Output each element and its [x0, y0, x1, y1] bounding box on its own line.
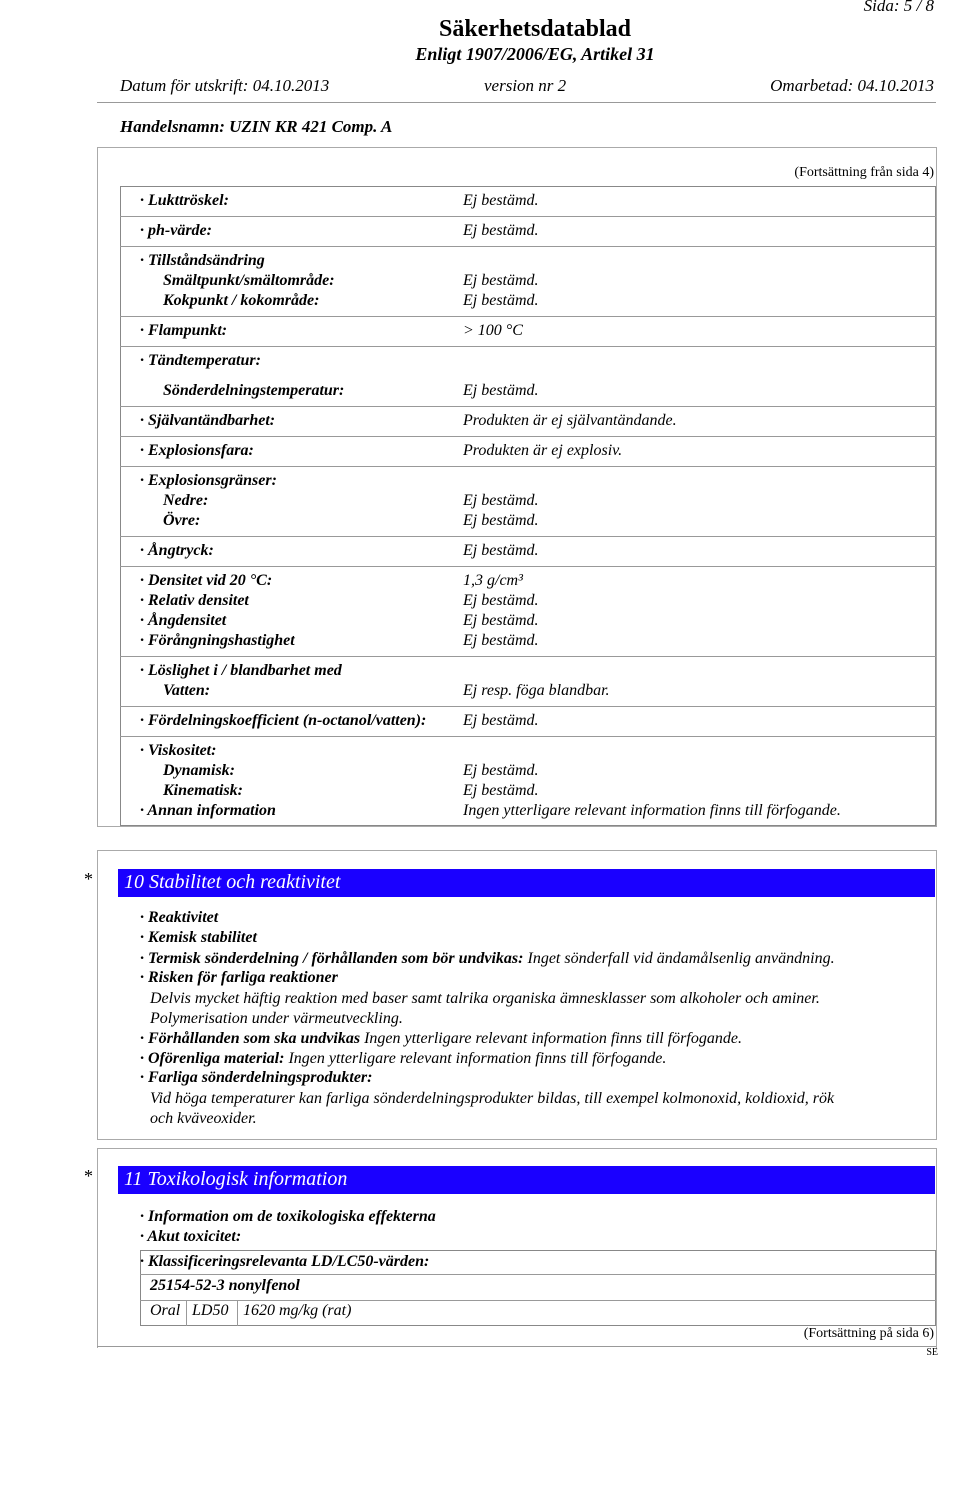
decomposition-temp-value: Ej bestämd.: [463, 382, 539, 399]
relative-density-value: Ej bestämd.: [463, 592, 539, 609]
divider: [120, 706, 936, 707]
vapour-density-value: Ej bestämd.: [463, 612, 539, 629]
ignition-temp-label: · Tändtemperatur:: [140, 352, 261, 369]
section11-heading: 11 Toxikologisk information: [118, 1166, 935, 1194]
viscosity-label: · Viskositet:: [140, 742, 217, 759]
document-subtitle: Enligt 1907/2006/EG, Artikel 31: [415, 44, 655, 64]
other-info-label: · Annan information: [140, 802, 276, 819]
evaporation-rate-label: · Förångningshastighet: [140, 632, 295, 649]
revision-date: Omarbetad: 04.10.2013: [770, 76, 934, 95]
relative-density-label: · Relativ densitet: [140, 592, 249, 609]
decomposition-products-line2: och kväveoxider.: [150, 1110, 257, 1127]
acute-toxicity-label: · Akut toxicitet:: [140, 1228, 242, 1245]
header-divider: [97, 102, 936, 103]
vapour-pressure-label: · Ångtryck:: [140, 542, 214, 559]
revision-marker: *: [84, 869, 93, 889]
other-info-value: Ingen ytterligare relevant information finns till förfogande.: [463, 802, 841, 819]
divider: [120, 566, 936, 567]
document-title: Säkerhetsdatablad: [438, 16, 632, 42]
upper-limit-value: Ej bestämd.: [463, 512, 539, 529]
divider: [120, 406, 936, 407]
decomposition-products-label: · Farliga sönderdelningsprodukter:: [140, 1069, 373, 1086]
melting-label: Smältpunkt/smältområde:: [163, 272, 335, 289]
upper-limit-label: Övre:: [163, 512, 201, 529]
hazardous-reactions-line1: Delvis mycket häftig reaktion med baser samt talrika organiska ämnesklasser som alkoholer och aminer.: [150, 990, 820, 1007]
divider: [120, 656, 936, 657]
ph-value: Ej bestämd.: [463, 222, 539, 239]
divider: [120, 466, 936, 467]
explosion-hazard-label: · Explosionsfara:: [140, 442, 254, 459]
density-label: · Densitet vid 20 °C:: [140, 572, 273, 589]
dynamic-viscosity-label: Dynamisk:: [163, 762, 235, 779]
divider: [120, 346, 936, 347]
chemical-stability-label: · Kemisk stabilitet: [140, 929, 257, 946]
thermal-decomposition-value: Inget sönderfall vid ändamålsenlig användning.: [527, 950, 835, 967]
melting-value: Ej bestämd.: [463, 272, 539, 289]
boiling-label: Kokpunkt / kokområde:: [163, 292, 320, 309]
thermal-decomposition-label: · Termisk sönderdelning / förhållanden som bör undvikas:: [140, 950, 524, 967]
incompatible-materials-value: Ingen ytterligare relevant information finns till förfogande.: [288, 1050, 667, 1067]
conditions-to-avoid-label: · Förhållanden som ska undvikas: [140, 1030, 361, 1047]
odor-threshold-value: Ej bestämd.: [463, 192, 539, 209]
flash-point-label: · Flampunkt:: [140, 322, 228, 339]
water-label: Vatten:: [163, 682, 211, 699]
decomposition-temp-label: Sönderdelningstemperatur:: [163, 382, 345, 399]
ld-values-label: · Klassificeringsrelevanta LD/LC50-värden:: [140, 1253, 430, 1270]
conditions-to-avoid-row: [140, 1029, 742, 1049]
revision-marker: *: [84, 1166, 93, 1186]
incompatible-materials-label: · Oförenliga material:: [140, 1050, 285, 1067]
trade-name: Handelsnamn: UZIN KR 421 Comp. A: [120, 117, 393, 136]
divider: [140, 1300, 936, 1301]
boiling-value: Ej bestämd.: [463, 292, 539, 309]
kinematic-viscosity-value: Ej bestämd.: [463, 782, 539, 799]
odor-threshold-label: · Lukttröskel:: [140, 192, 229, 209]
vapour-pressure-value: Ej bestämd.: [463, 542, 539, 559]
decomposition-products-line1: Vid höga temperaturer kan farliga sönderdelningsprodukter bildas, till exempel kolmonoxid, koldioxid, rök: [150, 1090, 835, 1107]
conditions-to-avoid-value: Ingen ytterligare relevant information finns till förfogande.: [364, 1030, 742, 1047]
vapour-density-label: · Ångdensitet: [140, 612, 227, 629]
divider: [120, 536, 936, 537]
route-cell: Oral: [150, 1302, 181, 1319]
hazardous-reactions-line2: Polymerisation under värmeutveckling.: [150, 1010, 403, 1027]
ph-label: · ph-värde:: [140, 222, 212, 239]
state-change-label: · Tillståndsändring: [140, 252, 265, 269]
test-type-cell: LD50: [192, 1302, 229, 1319]
version-number: version nr 2: [484, 76, 567, 95]
table-cell-divider: [186, 1300, 187, 1326]
evaporation-rate-value: Ej bestämd.: [463, 632, 539, 649]
footer-divider: [97, 1346, 936, 1347]
lower-limit-label: Nedre:: [163, 492, 209, 509]
kinematic-viscosity-label: Kinematisk:: [163, 782, 244, 799]
toxicological-effects-label: · Information om de toxikologiska effekterna: [140, 1208, 436, 1225]
divider: [120, 736, 936, 737]
divider: [120, 216, 936, 217]
dynamic-viscosity-value: Ej bestämd.: [463, 762, 539, 779]
reactivity-label: · Reaktivitet: [140, 909, 219, 926]
divider: [120, 316, 936, 317]
section10-heading: 10 Stabilitet och reaktivitet: [118, 869, 935, 897]
hazardous-reactions-label: · Risken för farliga reaktioner: [140, 969, 338, 986]
continued-to: (Fortsättning på sida 6): [803, 1326, 934, 1341]
value-cell: 1620 mg/kg (rat): [243, 1302, 352, 1319]
thermal-decomposition-row: [140, 949, 835, 969]
page-number: Sida: 5 / 8: [863, 0, 934, 15]
partition-coefficient-label: · Fördelningskoefficient (n-octanol/vatten):: [140, 712, 427, 729]
water-value: Ej resp. föga blandbar.: [463, 682, 610, 699]
divider: [140, 1274, 936, 1275]
solubility-label: · Löslighet i / blandbarhet med: [140, 662, 342, 679]
table-cell-divider: [237, 1300, 238, 1326]
continued-from: (Fortsättning från sida 4): [794, 165, 934, 180]
self-ignition-value: Produkten är ej självantändande.: [463, 412, 677, 429]
partition-coefficient-value: Ej bestämd.: [463, 712, 539, 729]
substance-name: 25154-52-3 nonylfenol: [150, 1277, 300, 1294]
self-ignition-label: · Självantändbarhet:: [140, 412, 276, 429]
density-value: 1,3 g/cm³: [463, 572, 523, 589]
print-date: Datum för utskrift: 04.10.2013: [120, 76, 330, 95]
divider: [120, 246, 936, 247]
explosion-limits-label: · Explosionsgränser:: [140, 472, 277, 489]
divider: [120, 436, 936, 437]
incompatible-materials-row: [140, 1049, 666, 1069]
lower-limit-value: Ej bestämd.: [463, 492, 539, 509]
country-code: SE: [926, 1347, 938, 1358]
flash-point-value: > 100 °C: [463, 322, 523, 339]
explosion-hazard-value: Produkten är ej explosiv.: [463, 442, 623, 459]
